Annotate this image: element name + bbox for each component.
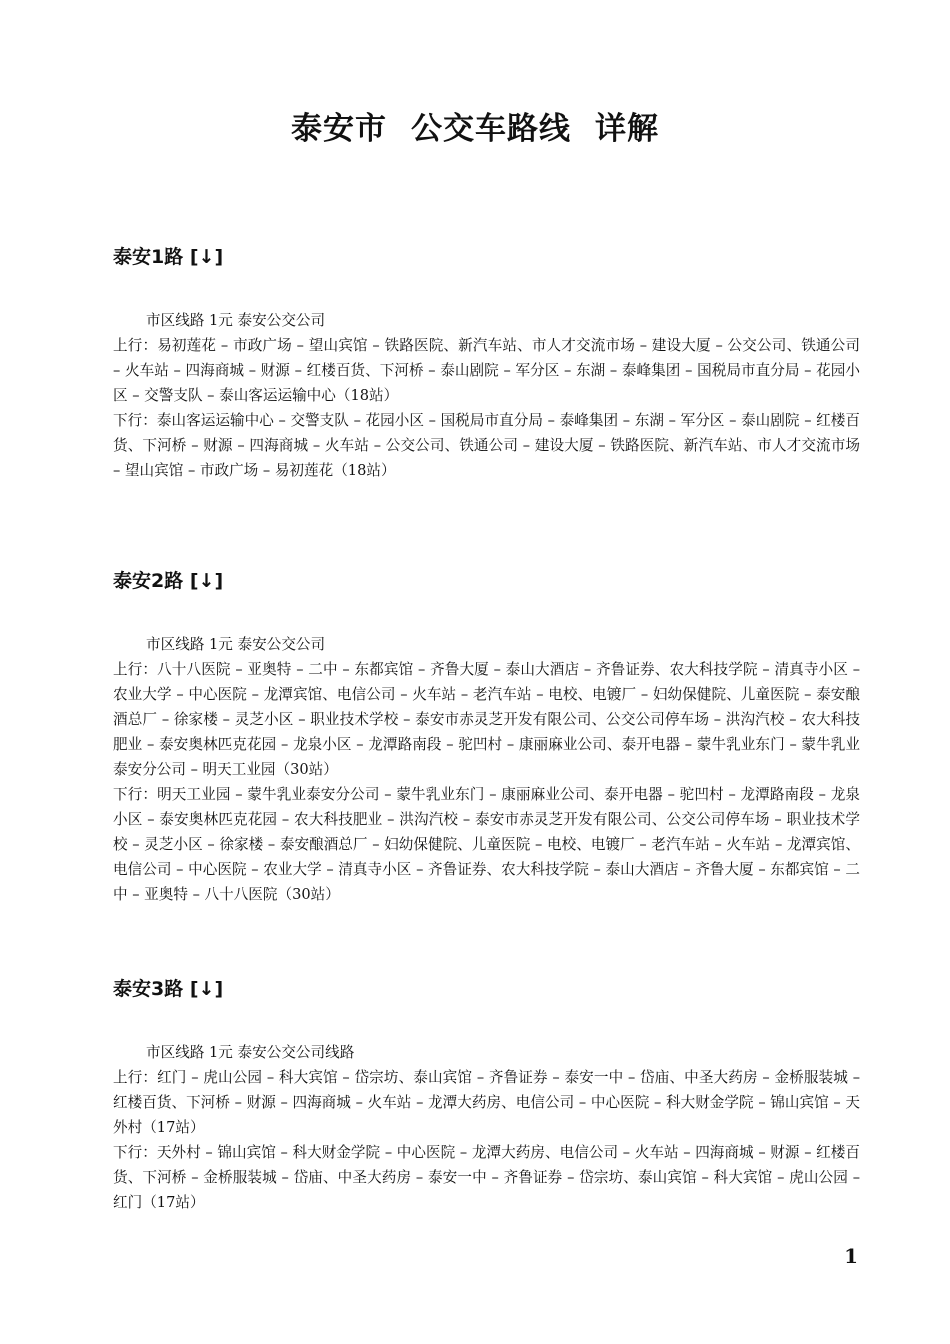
page-number: 1 (844, 1244, 858, 1268)
route-down-3: 下行：天外村 – 锦山宾馆 – 科大财金学院 – 中心医院 – 龙潭大药房、电信公司 – 火车站 – 四海商城 – 财源 – 红楼百货、下河桥 – 金桥服装城 – 岱庙、中圣大药房 – 泰安一中 – 齐鲁证券 – 岱宗坊、泰山宾馆 – 科大宾馆 – 虎山公园 – 红门（17站） (113, 1144, 860, 1211)
title-topic: 公交车路线 (411, 111, 571, 147)
route-heading-1[interactable]: 泰安1路 [↓] (113, 246, 224, 268)
route-down-2: 下行：明天工业园 – 蒙牛乳业泰安分公司 – 蒙牛乳业东门 – 康丽麻业公司、泰开电器 – 驼凹村 – 龙潭路南段 – 龙泉小区 – 泰安奥林匹克花园 – 农大科技肥业 – 洪沟汽校 – 泰安市赤灵芝开发有限公司、公交公司停车场 – 职业技术学校 – 灵芝小区 – 徐家楼 – 泰安酿酒总厂 – 妇幼保健院、儿童医院 – 电校、电镀厂 – 老汽车站 – 火车站 – 龙潭宾馆、电信公司 – 中心医院 – 农业大学 – 清真寺小区 – 齐鲁证券、农大科技学院 – 泰山大酒店 – 齐鲁大厦 – 东都宾馆 – 二中 – 亚奥特 – 八十八医院（30站） (113, 786, 860, 903)
route-body-3 (113, 1040, 860, 1215)
route-section-3 (113, 974, 860, 1215)
route-info-1: 市区线路 1元 泰安公交公司 (146, 312, 326, 329)
route-section-1 (113, 242, 860, 483)
route-body-1 (113, 308, 860, 483)
route-up-1: 上行：易初莲花 – 市政广场 – 望山宾馆 – 铁路医院、新汽车站、市人才交流市场 – 建设大厦 – 公交公司、铁通公司 – 火车站 – 四海商城 – 财源 – 红楼百货、下河桥 – 泰山剧院 – 军分区 – 东湖 – 泰峰集团 – 国税局市直分局 – 花园小区 – 交警支队 – 泰山客运运输中心（18站） (113, 337, 860, 404)
route-body-2 (113, 632, 860, 907)
route-section-2 (113, 566, 860, 907)
route-down-1: 下行：泰山客运运输中心 – 交警支队 – 花园小区 – 国税局市直分局 – 泰峰集团 – 东湖 – 军分区 – 泰山剧院 – 红楼百货、下河桥 – 财源 – 四海商城 – 火车站 – 公交公司、铁通公司 – 建设大厦 – 铁路医院、新汽车站、市人才交流市场 – 望山宾馆 – 市政广场 – 易初莲花（18站） (113, 412, 860, 479)
title-suffix: 详解 (595, 111, 659, 147)
route-up-3: 上行：红门 – 虎山公园 – 科大宾馆 – 岱宗坊、泰山宾馆 – 齐鲁证券 – 泰安一中 – 岱庙、中圣大药房 – 金桥服装城 – 红楼百货、下河桥 – 财源 – 四海商城 – 火车站 – 龙潭大药房、电信公司 – 中心医院 – 科大财金学院 – 锦山宾馆 – 天外村（17站） (113, 1069, 860, 1136)
route-up-2: 上行：八十八医院 – 亚奥特 – 二中 – 东都宾馆 – 齐鲁大厦 – 泰山大酒店 – 齐鲁证券、农大科技学院 – 清真寺小区 – 农业大学 – 中心医院 – 龙潭宾馆、电信公司 – 火车站 – 老汽车站 – 电校、电镀厂 – 妇幼保健院、儿童医院 – 泰安酿酒总厂 – 徐家楼 – 灵芝小区 – 职业技术学校 – 泰安市赤灵芝开发有限公司、公交公司停车场 – 洪沟汽校 – 农大科技肥业 – 泰安奥林匹克花园 – 龙泉小区 – 龙潭路南段 – 驼凹村 – 康丽麻业公司、泰开电器 – 蒙牛乳业东门 – 蒙牛乳业泰安分公司 – 明天工业园（30站） (113, 661, 860, 778)
title-city: 泰安市 (291, 111, 387, 147)
route-info-2: 市区线路 1元 泰安公交公司 (146, 636, 326, 653)
page-title (0, 103, 950, 148)
route-heading-2[interactable]: 泰安2路 [↓] (113, 570, 224, 592)
route-heading-3[interactable]: 泰安3路 [↓] (113, 978, 224, 1000)
route-info-3: 市区线路 1元 泰安公交公司线路 (146, 1044, 355, 1061)
